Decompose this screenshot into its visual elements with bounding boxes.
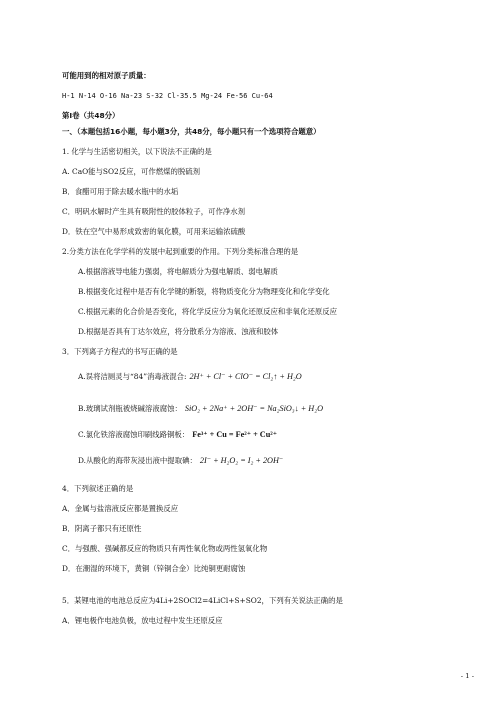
q4-stem: 4．下列叙述正确的是 [62, 484, 134, 493]
q5-option-a: A．锂电极作电池负极，放电过程中发生还原反应 [62, 616, 223, 625]
q3-option-a [78, 372, 302, 382]
q1-option-b: B．食醋可用于除去暖水瓶中的水垢 [62, 187, 179, 196]
q3-option-c-equation: Fe³⁺ + Cu = Fe²⁺ + Cu²⁺ [192, 430, 278, 439]
q3-option-b [78, 404, 323, 414]
q4-option-d: D．在潮湿的环境下，黄铜（锌铜合金）比纯铜更耐腐蚀 [62, 564, 246, 573]
q2-option-c: C.根据元素的化合价是否变化，将化学反应分为氧化还原反应和非氧化还原反应 [78, 307, 338, 316]
section-instruction: 一、（本题包括16小题，每小题3分，共48分，每小题只有一个选项符合题意） [62, 127, 321, 136]
atomic-mass-title: 可能用到的相对原子质量： [62, 71, 151, 80]
q2-option-a: A.根据溶液导电能力强弱，将电解质分为强电解质、弱电解质 [78, 267, 278, 276]
q1-option-c: C．明矾水解时产生具有吸附性的胶体粒子，可作净水剂 [62, 207, 246, 216]
q1-option-a: A. CaO能与SO2反应，可作燃煤的脱硫剂 [62, 167, 201, 176]
q1-stem: 1. 化学与生活密切相关，以下说法不正确的是 [62, 147, 212, 156]
q3-stem: 3．下列离子方程式的书写正确的是 [62, 347, 178, 356]
q5-stem: 5．某锂电池的电池总反应为4Li+2SOCl2=4LiCl+S+SO2，下列有关说法正确的是 [62, 596, 343, 605]
q3-option-c-text: C.氯化铁溶液腐蚀印刷线路铜板： [78, 430, 190, 439]
page-number: - 1 - [460, 672, 474, 680]
q3-option-d [78, 456, 283, 466]
q4-option-c: C．与强酸、强碱都反应的物质只有两性氧化物或两性氢氧化物 [62, 544, 268, 553]
section-title: 第Ⅰ卷（共48分） [62, 111, 120, 120]
q3-option-a-equation: 2H⁺ + Cl⁻ + ClO⁻ = Cl₂↑ + H₂O [189, 372, 302, 381]
q3-option-b-text: B.玻璃试剂瓶被烧碱溶液腐蚀： [78, 404, 182, 413]
q3-option-c [78, 430, 277, 440]
q3-option-a-text: A.误将洁厕灵与“84”消毒液混合: [78, 372, 187, 381]
q4-option-b: B．阴离子都只有还原性 [62, 524, 142, 533]
q1-option-d: D．铁在空气中易形成致密的氧化膜，可用来运输浓硫酸 [62, 227, 246, 236]
q3-option-d-text: D.从酸化的海带灰浸出液中提取碘： [78, 456, 197, 465]
q2-option-d: D.根据是否具有丁达尔效应，将分散系分为溶液、浊液和胶体 [78, 327, 279, 336]
q4-option-a: A．金属与盐溶液反应都是置换反应 [62, 504, 179, 513]
q2-option-b: B.根据变化过程中是否有化学键的断裂，将物质变化分为物理变化和化学变化 [78, 287, 330, 296]
q3-option-d-equation: 2I⁻ + H₂O₂ = I₂ + 2OH⁻ [199, 456, 284, 465]
q2-stem: 2.分类方法在化学学科的发展中起到重要的作用。下列分类标准合理的是 [62, 247, 299, 256]
q3-option-b-equation: SiO₂ + 2Na⁺ + 2OH⁻ = Na₂SiO₃↓ + H₂O [184, 404, 323, 413]
atomic-mass-list: H-1 N-14 O-16 Na-23 S-32 Cl-35.5 Mg-24 Fe-56 Cu-64 [62, 92, 273, 100]
